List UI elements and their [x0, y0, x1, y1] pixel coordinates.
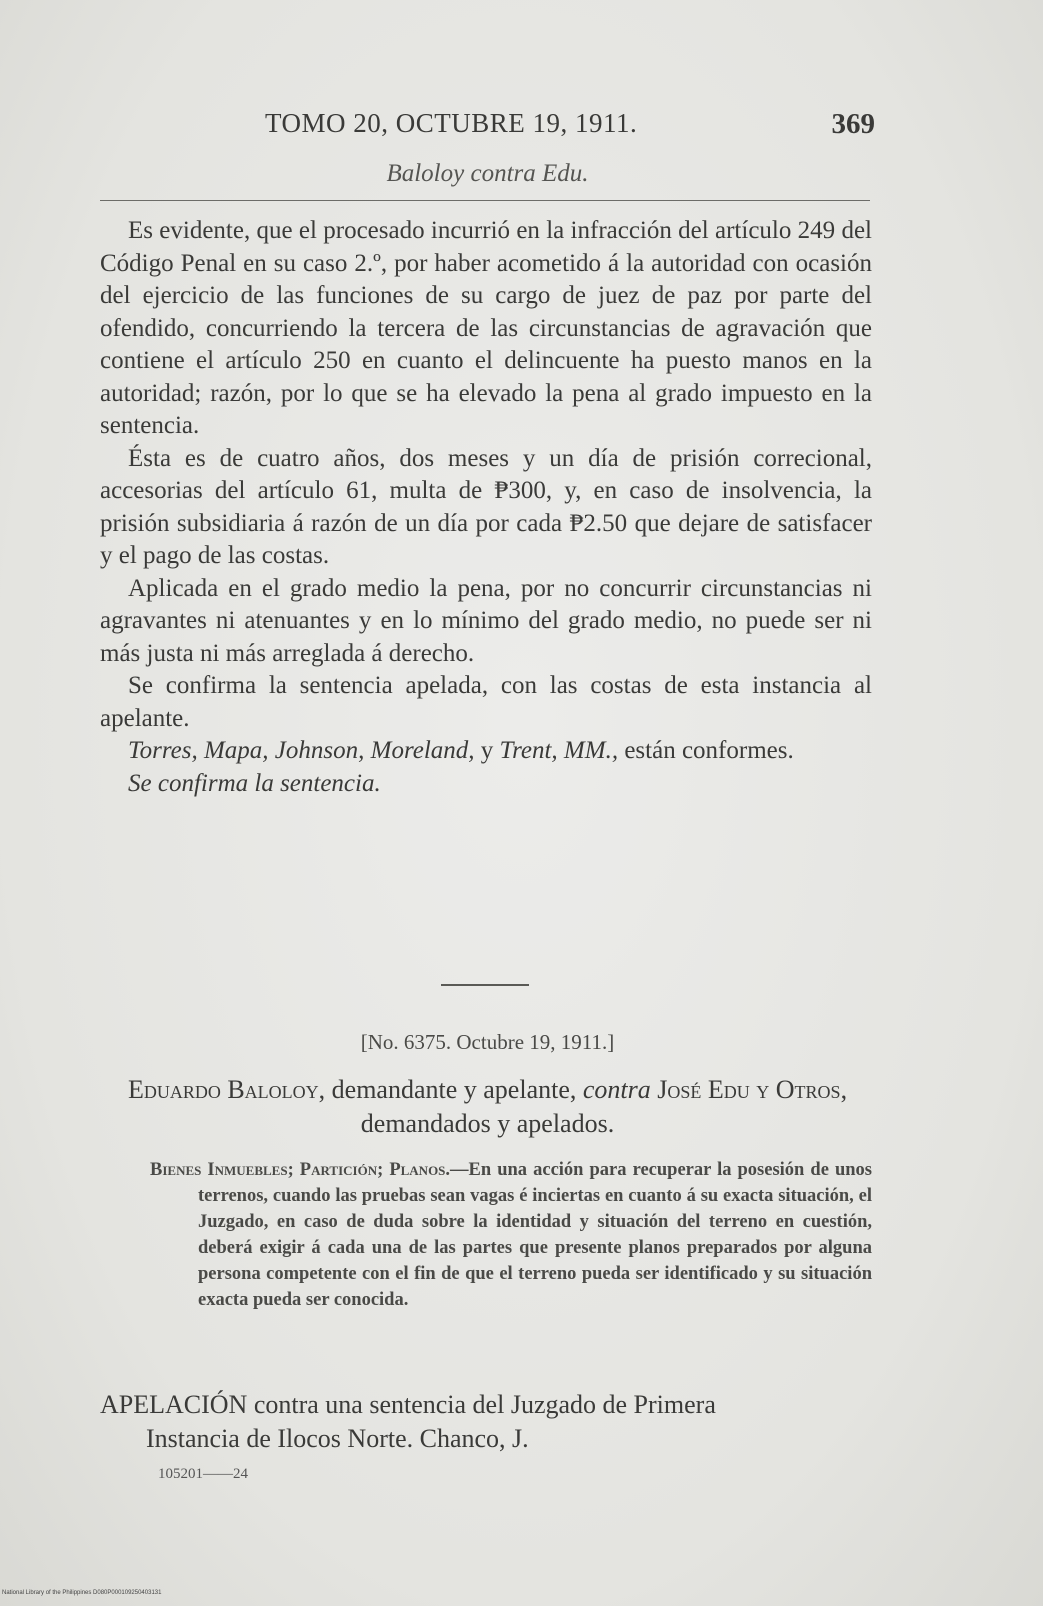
plaintiff-role: , demandante y apelante,: [318, 1075, 583, 1104]
syllabus: [150, 1157, 872, 1313]
paragraph: Es evidente, que el procesado incurrió en la infracción del artículo 249 del Código Penal en su caso 2.º, por haber acometido á la autoridad con ocasión del ejercicio de las funciones de su cargo de juez de paz por parte del ofendido, concurriendo la tercera de las circunstancias de agravación que contiene el artículo 250 en cuanto el delincuente ha puesto manos en la autoridad; razón, por lo que se ha elevado la pena al grado impuesto en la sentencia.: [100, 217, 872, 439]
print-code: 105201——24: [158, 1466, 248, 1482]
running-title: TOMO 20, OCTUBRE 19, 1911.: [265, 108, 638, 138]
header-rule: [100, 200, 870, 201]
justices-names-2: Trent, MM.,: [499, 737, 619, 764]
section-divider: [441, 984, 529, 986]
paragraph: Aplicada en el grado medio la pena, por no concurrir circunstancias ni agravantes ni atenuantes y en lo mínimo del grado medio, no puede ser ni más justa ni más arreglada á derecho.: [100, 574, 872, 667]
appeal-line-1: APELACIÓN contra una sentencia del Juzgado de Primera: [100, 1390, 716, 1419]
syllabus-paragraph: [150, 1157, 872, 1313]
appeal-line: [100, 1388, 875, 1456]
case-subtitle: Baloloy contra Edu.: [386, 160, 589, 187]
case-parties: [100, 1073, 875, 1141]
contra-word: contra: [582, 1075, 651, 1104]
page-header: [100, 108, 875, 148]
page-number: 369: [831, 108, 875, 140]
plaintiff-name: Eduardo Baloloy: [127, 1075, 319, 1104]
paragraph: Ésta es de cuatro años, dos meses y un día de prisión correcional, accesorias del artículo 61, multa de ₱300, y, en caso de insolvencia, la prisión subsidiaria á razón de un día por cada ₱2.50 que dejare de satisfacer y el pago de las costas.: [100, 444, 872, 569]
syllabus-heading: Bienes Inmuebles; Partición; Planos.: [150, 1160, 451, 1180]
defendant-name: José Edu y Otros: [650, 1075, 841, 1104]
defendant-role: , demandados y apelados.: [360, 1075, 848, 1138]
disposition: Se confirma la sentencia.: [128, 769, 381, 797]
conjunction: y: [474, 737, 500, 764]
appeal-line-2: Instancia de Ilocos Norte. Chanco, J.: [146, 1424, 529, 1453]
syllabus-text: —En una acción para recuperar la posesión de unos terrenos, cuando las pruebas sean vagas é inciertas en cuanto á su exacta situación, el Juzgado, en caso de duda sobre la identidad y situación del terreno en cuestión, deberá exigir á cada una de las partes que presente planos preparados por alguna persona competente con el fin de que el terreno pueda ser identificado y su situación exacta pueda ser conocida.: [198, 1160, 872, 1310]
concurrence-paragraph: [100, 735, 872, 768]
docket-line: [No. 6375. Octubre 19, 1911.]: [360, 1030, 615, 1054]
concurrence-text: están conformes.: [618, 737, 794, 764]
opinion-body: [100, 215, 872, 800]
paragraph: Se confirma la sentencia apelada, con las costas de esta instancia al apelante.: [100, 672, 872, 732]
footer-credit: National Library of the Philippines D080P000109250403131: [2, 1590, 162, 1596]
justices-names: Torres, Mapa, Johnson, Moreland,: [128, 737, 475, 764]
